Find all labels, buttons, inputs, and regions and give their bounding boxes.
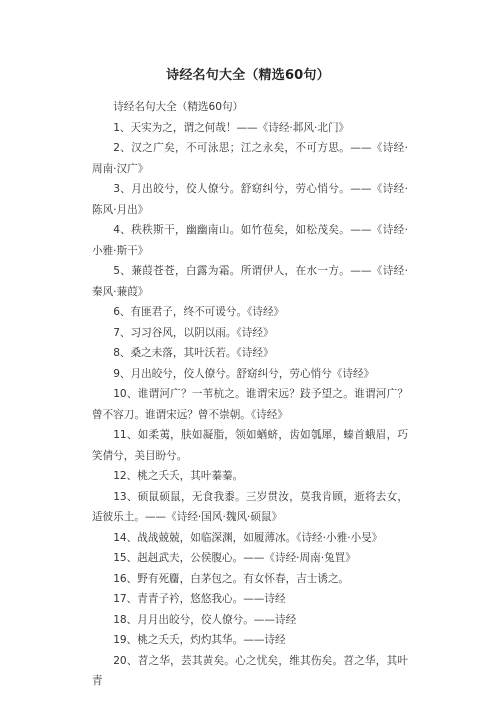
quote-line: 16、野有死麕，白茅包之。有女怀春，吉士诱之。: [113, 572, 350, 585]
quote-line: 10、谁谓河广？一苇杭之。谁谓宋远？跂予望之。谁谓河广？曾不容刀。谁谓宋远？曾不崇朝。《诗经》: [92, 388, 408, 421]
quote-line: 17、青青子衿，悠悠我心。——诗经: [113, 593, 286, 605]
intro-paragraph: 诗经名句大全（精选60句）: [113, 101, 244, 113]
quote-line: 9、月出皎兮，佼人僚兮。舒窈纠兮，劳心悄兮《诗经》: [113, 367, 375, 380]
quote-line: 20、苕之华，芸其黄矣。心之忧矣，维其伤矣。苕之华，其叶青: [92, 654, 408, 687]
quote-line: 18、月月出皎兮，佼人僚兮。——诗经: [113, 613, 297, 626]
quote-line: 11、如柔荑，肤如凝脂，领如蝤蛴，齿如瓠犀，螓首蛾眉，巧笑倩兮，美目盼兮。: [92, 429, 408, 462]
quote-line: 12、桃之夭夭，其叶蓁蓁。: [113, 470, 244, 482]
quote-line: 1、天实为之，谓之何哉！——《诗经·邶风·北门》: [113, 121, 350, 134]
document-body: [92, 97, 408, 692]
quote-line: 7、习习谷风，以阴以雨。《诗经》: [113, 326, 274, 339]
quote-line: 3、月出皎兮，佼人僚兮。舒窈纠兮，劳心悄兮。——《诗经·陈风·月出》: [92, 183, 408, 216]
quote-line: 19、桃之夭夭，灼灼其华。——诗经: [113, 634, 286, 646]
quote-line: 8、桑之未落，其叶沃若。《诗经》: [113, 347, 274, 359]
quote-line: 4、秩秩斯干，幽幽南山。如竹苞矣，如松茂矣。——《诗经·小雅·斯干》: [92, 224, 408, 257]
quote-line: 5、蒹葭苍苍，白露为霜。所谓伊人，在水一方。——《诗经·秦风·蒹葭》: [92, 265, 408, 298]
quote-line: 6、有匪君子，终不可谖兮。《诗经》: [113, 306, 285, 318]
quote-line: 15、赳赳武夫，公侯腹心。——《诗经·周南·兔罝》: [113, 552, 356, 564]
quote-line: 14、战战兢兢，如临深渊，如履薄冰。《诗经·小雅·小旻》: [113, 531, 383, 544]
quote-line: 2、汉之广矣，不可泳思；江之永矣，不可方思。——《诗经·周南·汉广》: [92, 142, 408, 175]
document-title: 诗经名句大全（精选60句）: [166, 68, 330, 83]
quote-line: 13、硕鼠硕鼠，无食我黍。三岁贯汝，莫我肯顾，逝将去女，适彼乐土。——《诗经·国风·魏风·硕鼠》: [92, 490, 408, 523]
